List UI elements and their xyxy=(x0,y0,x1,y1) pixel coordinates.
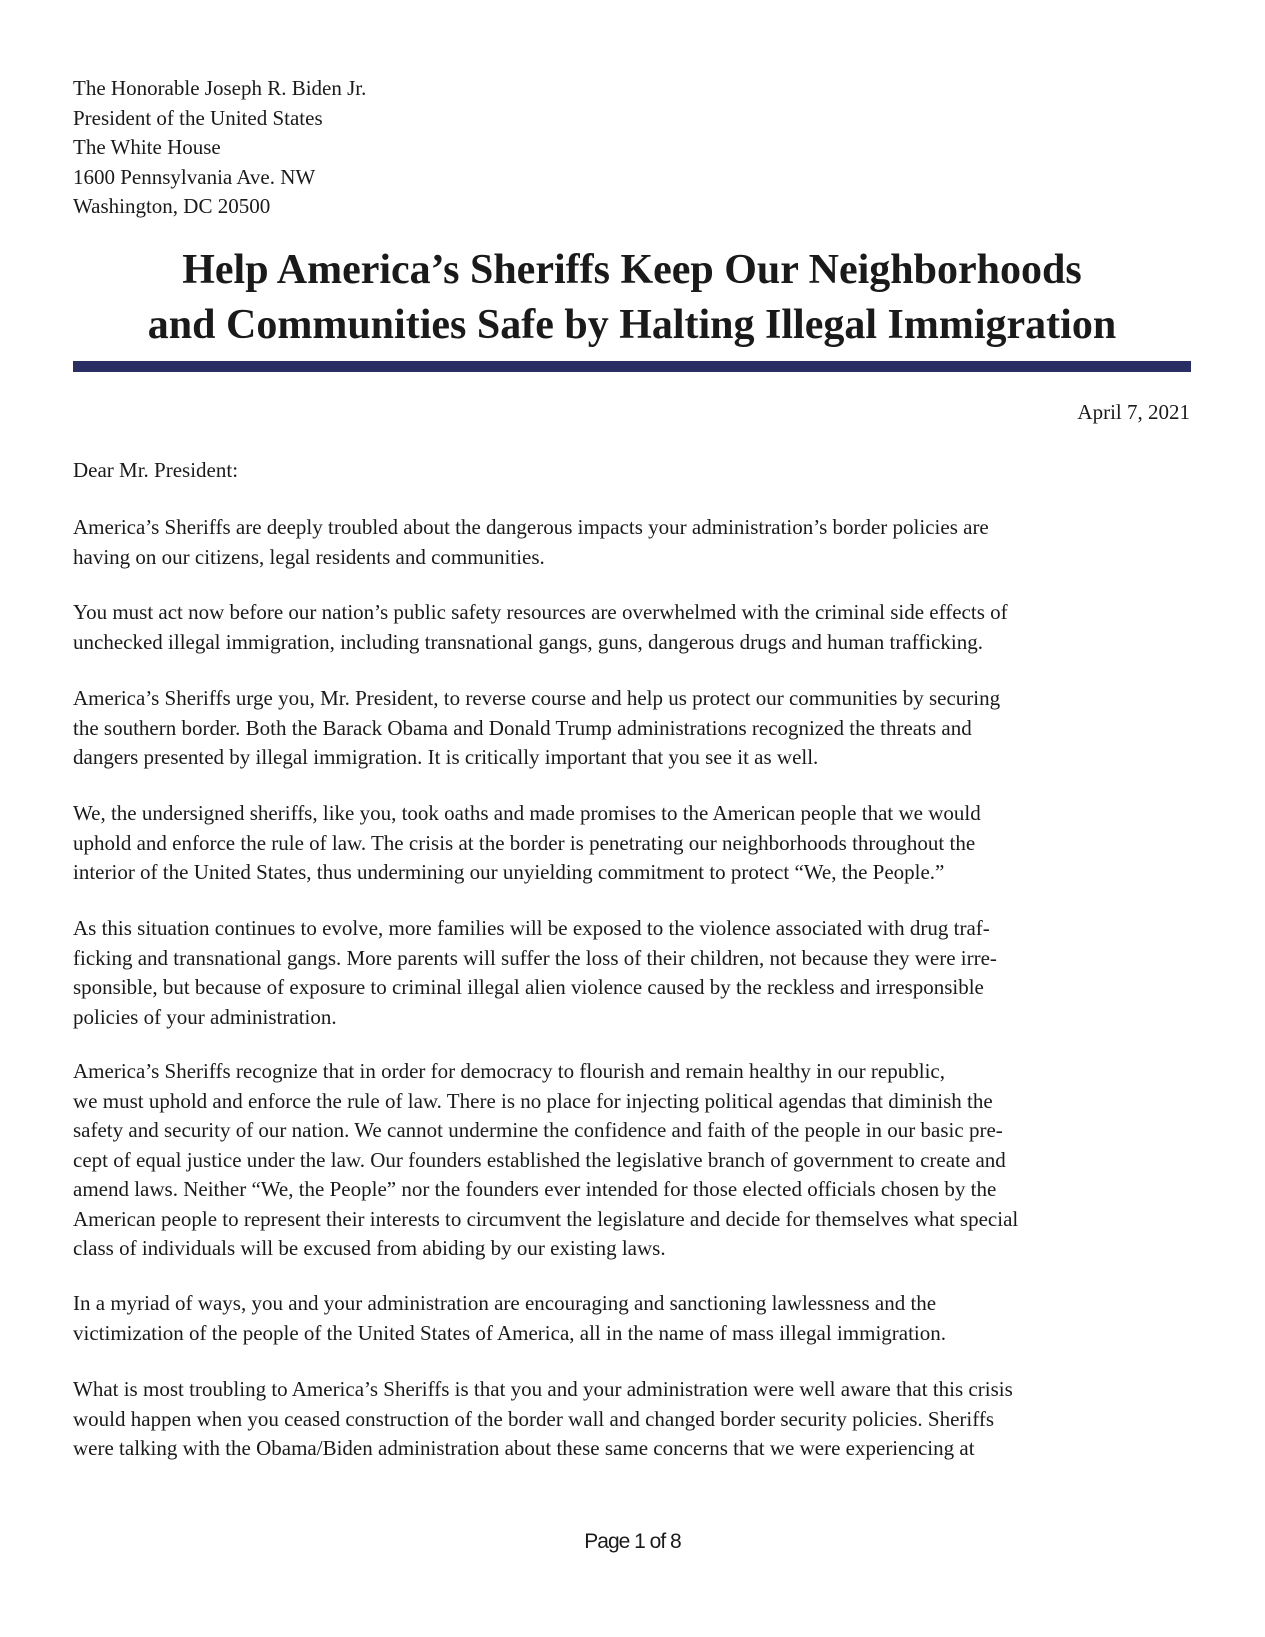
headline-line: Help America’s Sheriffs Keep Our Neighborhoods xyxy=(182,247,1082,293)
body-paragraph-7 xyxy=(73,1289,946,1348)
body-paragraph-8 xyxy=(73,1375,1013,1464)
body-paragraph-3 xyxy=(73,684,1000,773)
paragraph-line: unchecked illegal immigration, including transnational gangs, guns, dangerous drugs and human trafficking. xyxy=(73,629,983,654)
paragraph-line: sponsible, but because of exposure to criminal illegal alien violence caused by the reckless and irresponsible xyxy=(73,975,984,999)
body-paragraph-1 xyxy=(73,513,989,572)
address-line: President of the United States xyxy=(73,105,323,130)
body-paragraph-4 xyxy=(73,799,981,888)
recipient-address xyxy=(73,74,366,222)
paragraph-line: As this situation continues to evolve, more families will be exposed to the violence associated with drug traf- xyxy=(73,916,990,940)
paragraph-line: America’s Sheriffs urge you, Mr. President, to reverse course and help us protect our communities by securing xyxy=(73,686,1001,710)
headline-divider xyxy=(73,361,1191,372)
address-line: 1600 Pennsylvania Ave. NW xyxy=(73,164,316,189)
address-line: The White House xyxy=(73,135,221,159)
letter-date: April 7, 2021 xyxy=(1077,400,1190,424)
paragraph-line: we must uphold and enforce the rule of law. There is no place for injecting political agendas that diminish the xyxy=(73,1088,993,1113)
paragraph-line: We, the undersigned sheriffs, like you, took oaths and made promises to the American people that we would xyxy=(73,801,981,825)
paragraph-line: interior of the United States, thus undermining our unyielding commitment to protect “We, the People.” xyxy=(73,860,945,884)
paragraph-line: the southern border. Both the Barack Obama and Donald Trump administrations recognized the threats and xyxy=(73,715,972,740)
address-line: The Honorable Joseph R. Biden Jr. xyxy=(73,76,367,100)
paragraph-line: safety and security of our nation. We cannot undermine the confidence and faith of the people in our basic pre- xyxy=(73,1118,1003,1142)
paragraph-line: were talking with the Obama/Biden administration about these same concerns that we were experiencing at xyxy=(73,1436,975,1460)
headline-line: and Communities Safe by Halting Illegal Immigration xyxy=(147,302,1117,348)
paragraph-line: ficking and transnational gangs. More parents will suffer the loss of their children, not because they were irre- xyxy=(73,945,997,970)
letter-headline xyxy=(73,243,1191,353)
page-number: Page 1 of 8 xyxy=(584,1530,681,1553)
paragraph-line: You must act now before our nation’s public safety resources are overwhelmed with the criminal side effects of xyxy=(73,600,1008,624)
paragraph-line: victimization of the people of the United States of America, all in the name of mass illegal immigration. xyxy=(73,1320,947,1345)
paragraph-line: cept of equal justice under the law. Our founders established the legislative branch of government to create and xyxy=(73,1147,1006,1172)
salutation: Dear Mr. President: xyxy=(73,458,239,482)
address-line: Washington, DC 20500 xyxy=(73,194,271,218)
paragraph-line: dangers presented by illegal immigration. It is critically important that you see it as well. xyxy=(73,745,819,769)
paragraph-line: policies of your administration. xyxy=(73,1004,337,1029)
paragraph-line: What is most troubling to America’s Sheriffs is that you and your administration were well aware that this crisis xyxy=(73,1377,1013,1401)
paragraph-line: In a myriad of ways, you and your administration are encouraging and sanctioning lawlessness and the xyxy=(73,1291,937,1315)
paragraph-line: amend laws. Neither “We, the People” nor the founders ever intended for those elected officials chosen by the xyxy=(73,1177,997,1201)
paragraph-line: would happen when you ceased construction of the border wall and changed border security policies. Sheriffs xyxy=(73,1406,994,1431)
paragraph-line: having on our citizens, legal residents and communities. xyxy=(73,544,545,569)
body-paragraph-2 xyxy=(73,598,1008,657)
paragraph-line: class of individuals will be excused from abiding by our existing laws. xyxy=(73,1236,666,1260)
paragraph-line: American people to represent their interests to circumvent the legislature and decide for themselves what special xyxy=(73,1206,1019,1231)
paragraph-line: uphold and enforce the rule of law. The crisis at the border is penetrating our neighborhoods throughout the xyxy=(73,830,976,855)
body-paragraph-6 xyxy=(73,1057,1018,1264)
paragraph-line: America’s Sheriffs recognize that in order for democracy to flourish and remain healthy in our republic, xyxy=(73,1059,945,1083)
paragraph-line: America’s Sheriffs are deeply troubled about the dangerous impacts your administration’s border policies are xyxy=(73,515,989,539)
body-paragraph-5 xyxy=(73,914,997,1032)
